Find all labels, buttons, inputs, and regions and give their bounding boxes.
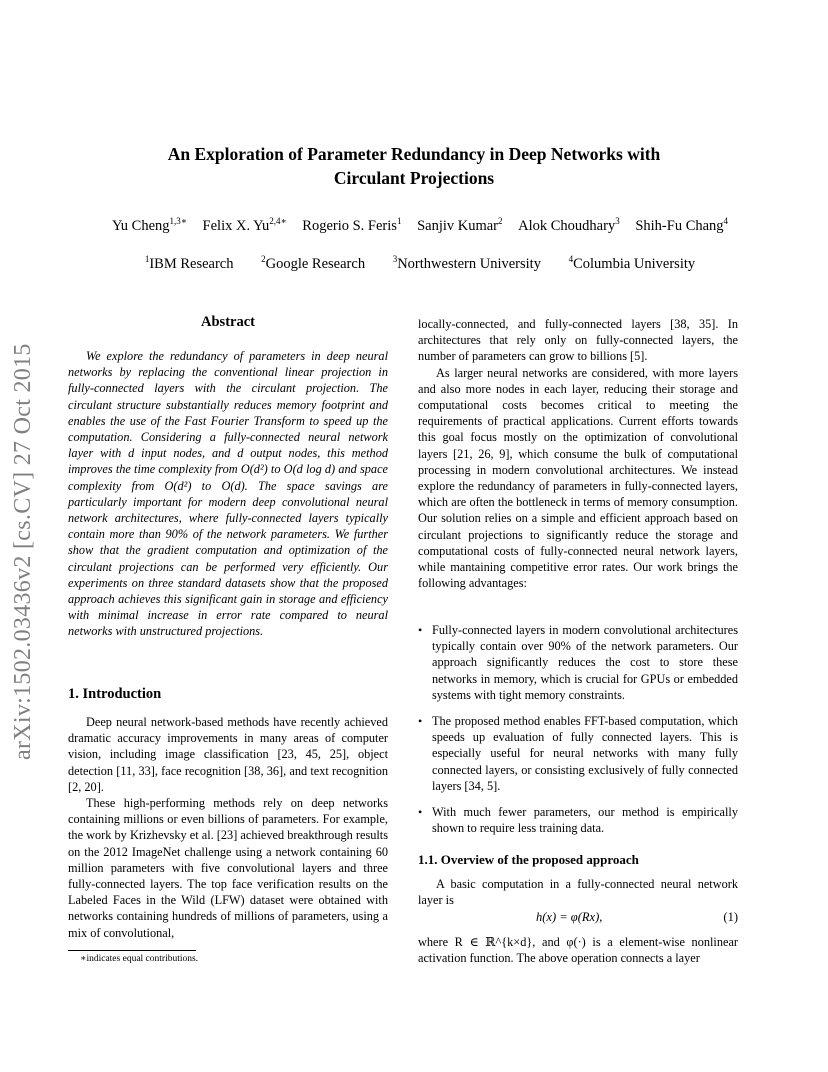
affiliation: $^2$Google Research [261,254,366,272]
footnote-divider [68,950,196,951]
list-item: • The proposed method enables FFT-based computation, which speeds up evaluation of fully connected layers. This is especially useful for neural networks with many fully connected layers, or consisting exclusively of fully connected layers [34, 5]. [418,714,738,793]
abstract-paragraph: We explore the redundancy of parameters in deep neural networks by replacing the conventional linear projection in fully-connected layers with the circulant projection. The circulant structure substantially reduces memory footprint and enables the use of the Fast Fourier Transform to speed up the computation. Considering a fully-connected neural network layer with d input nodes, and d output nodes, this method improves the time complexity from O(d²) to O(d log d) and space complexity from O(d²) to O(d). The space savings are particularly important for modern deep convolutional neural network architectures, where fully-connected layers typically contain more than 90% of the network parameters. We further show that the gradient computation and optimization of the circulant projections can be performed very efficiently. Our experiments on three standard datasets show that the proposed approach achieves this significant gain in storage and efficiency with minimal increase in error rate compared to neural networks with unstructured projections. [68,349,388,639]
author: Sanjiv Kumar$^2$ [417,216,503,234]
introduction-text [68,714,388,941]
author-list [60,218,780,235]
list-item: • With much fewer parameters, our method is empirically shown to require less training data. [418,805,738,836]
arxiv-stamp [10,290,40,760]
equation-1 [418,910,738,928]
overview-text [418,876,738,908]
right-column-text [418,316,738,591]
post-equation-text [418,934,738,966]
abstract-heading: Abstract [201,314,255,330]
author: Rogerio S. Feris$^1$ [302,216,402,234]
advantages-list [418,622,738,846]
section-heading-introduction: 1. Introduction [68,686,162,702]
paper-title [0,142,828,190]
right-paragraph-1: locally-connected, and fully-connected layers [38, 35]. In architectures that rely only on fully-connected layers, the number of parameters can grow to billions [5]. [418,317,738,364]
equation-number: (1) [723,910,738,924]
equation-formula: h(x) = φ(Rx), [536,910,603,924]
abstract-text [68,348,388,640]
author: Felix X. $Yu^{2,4∗}$ [202,216,287,234]
subsection-heading-overview: 1.1. Overview of the proposed approach [418,852,639,867]
author: Alok Choudhary$^3$ [518,216,620,234]
affiliation-list [60,256,780,273]
affiliation: $^1$IBM Research [144,254,234,272]
author: Yu Cheng$^{1,3∗}$ [111,216,187,234]
title-line-1: An Exploration of Parameter Redundancy in Deep Networks with [167,144,661,164]
bullet-icon: • [418,805,423,820]
intro-paragraph-1: Deep neural network-based methods have recently achieved dramatic accuracy improvements in many areas of computer vision, including image classification [23, 45, 25], object detection [11, 33], face recognition [38, 36], and text recognition [2, 20]. [68,715,388,794]
author: Shih-Fu Chang$^4$ [635,216,729,234]
bullet-icon: • [418,714,423,729]
right-paragraph-2: As larger neural networks are considered, with more layers and also more nodes in each layer, reducing their storage and computational costs becomes critical to meeting the requirements of practical applications. Current efforts towards this goal focus mostly on the optimization of convolutional layers [21, 26, 9], which consume the bulk of computational processing in modern convolutional architectures. We instead explore the redundancy of parameters in fully-connected layers, which are often the bottleneck in terms of memory consumption. Our solution relies on a simple and efficient approach based on circulant projections to significantly reduce the storage and computational costs of fully-connected neural network layers, while mantaining competitive error rates. Our work brings the following advantages: [418,365,738,591]
post-equation-paragraph: where R ∈ ℝ^{k×d}, and φ(·) is a element-wise nonlinear activation function. The above operation connects a layer [418,935,738,966]
bullet-icon: • [418,623,423,637]
affiliation: $^4$Columbia University [568,254,696,272]
affiliation: $^3$Northwestern University [392,254,541,272]
list-item: • Fully-connected layers in modern convolutional architectures typically contain over 90% of the network parameters. Our approach significantly reduces the cost to store these networks in memory, which is crucial for GPUs or embedded systems with tight memory constraints. [418,623,738,702]
footnote: ∗indicates equal contributions. [80,954,199,964]
title-line-2: Circulant Projections [333,168,495,188]
overview-paragraph: A basic computation in a fully-connected neural network layer is [418,877,738,908]
arxiv-id: arXiv:1502.03436v2 [cs.CV] 27 Oct 2015 [10,343,36,760]
intro-paragraph-2: These high-performing methods rely on deep networks containing millions or even billions of parameters. For example, the work by Krizhevsky et al. [23] achieved breakthrough results on the 2012 ImageNet challenge using a network containing 60 million parameters with five convolutional layers and three fully-connected layers. The top face verification results on the Labeled Faces in the Wild (LFW) dataset were obtained with networks containing hundreds of millions of parameters, using a mix of convolutional, [68,796,388,940]
